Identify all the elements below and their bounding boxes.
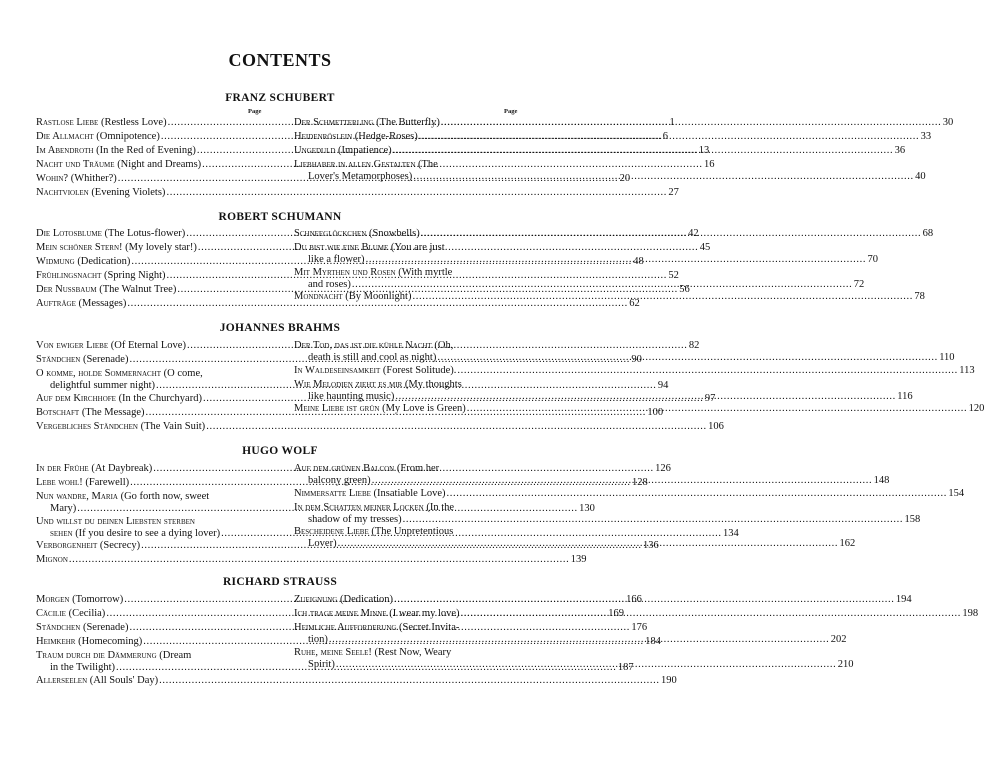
song-title-english: (The Walnut Tree) — [96, 284, 177, 295]
page-number: 134 — [722, 527, 739, 539]
song-title-english: (In the Red of Evening) — [93, 145, 196, 156]
song-title-german: Schneeglöckchen — [294, 228, 367, 239]
page-column-label: Page — [248, 108, 262, 115]
page-number: 16 — [704, 159, 715, 170]
page-number: 113 — [959, 364, 975, 376]
page-number: 110 — [939, 352, 955, 363]
page-number: 190 — [661, 674, 677, 686]
song-title-english: (Dedication) — [74, 256, 131, 267]
song-title-english: (Serenade) — [80, 354, 129, 365]
composer-heading: JOHANNES BRAHMS — [219, 322, 341, 334]
song-title-german: In der Frühe — [36, 463, 89, 474]
song-title-german: Auf dem Kirchhofe — [36, 392, 116, 404]
song-title-english: (Secrecy) — [97, 540, 141, 551]
song-title-german: Mondnacht — [294, 291, 343, 302]
song-title-german: Allerseelen — [36, 674, 88, 686]
song-title-german: Du bist wie eine Blume — [294, 242, 389, 253]
song-title-english: (Insatiable Love) — [370, 487, 446, 499]
song-title-english-cont: Spirit) — [308, 658, 335, 670]
song-title-english: (Secret Invita- — [396, 622, 460, 633]
page-number: 82 — [688, 340, 700, 351]
dot-leader — [394, 391, 894, 403]
song-title-german: Wie Melodien zieht es mir — [294, 378, 403, 390]
dot-leader — [365, 254, 865, 266]
song-title-german: Ungeduld — [294, 145, 336, 156]
song-title-english: (Go forth now, sweet — [117, 491, 210, 502]
page-number: 106 — [708, 420, 724, 432]
song-title-german: O komme, holde Sommernacht — [36, 368, 162, 379]
song-title-english-cont: in the Twilight) — [50, 662, 115, 673]
page-number: 176 — [631, 622, 648, 633]
page-number: 184 — [645, 636, 661, 647]
dot-leader — [420, 228, 920, 240]
dot-leader — [165, 187, 665, 199]
song-title-german: Widmung — [36, 256, 75, 267]
page-number: 56 — [679, 284, 690, 295]
song-title-german: Vergebliches Ständchen — [36, 420, 138, 432]
page-number: 33 — [920, 131, 932, 142]
song-title-english: (The Message) — [79, 406, 145, 418]
song-title-german: Rastlose Liebe — [36, 117, 99, 128]
song-title-english: (Dream — [156, 650, 192, 661]
song-title-german: Zueignung — [294, 594, 338, 605]
song-title-english: (Messages) — [75, 298, 127, 309]
page-number: 187 — [617, 662, 634, 673]
song-title-english: (Forest Solitude). — [380, 364, 457, 376]
toc-entry — [36, 554, 587, 568]
page-number: 6 — [662, 131, 668, 142]
song-title-english: (Homecoming) — [75, 636, 143, 647]
song-title-english-cont: shadow of my tresses) — [308, 513, 402, 525]
page-number: 78 — [914, 291, 925, 302]
composer-heading: RICHARD STRAUSS — [222, 576, 338, 588]
page-number: 97 — [704, 392, 716, 404]
song-title-english: (All Souls' Day) — [87, 674, 159, 686]
song-title-german: Die Lotosblume — [36, 228, 102, 239]
page-number: 45 — [699, 242, 711, 253]
toc-entry — [294, 364, 975, 379]
page-number: 30 — [942, 117, 954, 128]
song-title-german: Bescheidene Liebe — [294, 526, 369, 537]
page-number: 72 — [853, 278, 865, 290]
page-number: 136 — [642, 540, 659, 551]
song-title-english: (In the Churchyard) — [115, 392, 202, 404]
page-number: 116 — [897, 390, 913, 402]
page-number: 13 — [698, 145, 710, 156]
song-title-english: (Cecilia) — [65, 608, 106, 619]
song-title-german: Ständchen — [36, 354, 81, 365]
song-title-german: Cäcilie — [36, 608, 66, 619]
page-number: 154 — [948, 487, 965, 499]
song-title-english: (Tomorrow) — [69, 594, 124, 605]
page-title: CONTENTS — [228, 50, 332, 70]
song-title-german: In Waldeseinsamkeit — [294, 364, 381, 376]
page-number: 94 — [657, 380, 669, 391]
page-number: 202 — [830, 634, 847, 645]
song-title-english: (Impatience) — [335, 145, 392, 156]
page-number: 126 — [655, 463, 671, 474]
page-number: 210 — [837, 658, 854, 670]
page-number: 52 — [668, 270, 679, 281]
song-title-english: (I wear my love) — [386, 608, 460, 619]
song-title-german: Morgen — [36, 594, 70, 605]
song-title-german: Mignon — [36, 554, 68, 565]
page-number: 27 — [668, 187, 679, 198]
toc-entry — [36, 674, 677, 689]
dot-leader — [393, 594, 893, 606]
song-title-german: Nimmersatte Liebe — [294, 487, 371, 499]
page-number: 62 — [629, 298, 640, 309]
song-title-english-cont: Lover's Metamorphoses) — [308, 171, 413, 182]
dot-leader — [158, 675, 658, 687]
song-title-english: (Dedication) — [337, 594, 394, 605]
song-title-german: Nacht und Träume — [36, 159, 115, 170]
song-title-german: Heimkehr — [36, 636, 76, 647]
page-number: 20 — [619, 173, 631, 184]
song-title-english: (Night and Dreams) — [114, 159, 202, 170]
toc-entry — [36, 420, 724, 435]
page-number: 120 — [968, 403, 984, 414]
page-number: 68 — [922, 228, 934, 239]
song-title-german: Und willst du deinen Liebsten sterben — [36, 515, 195, 527]
song-title-english: (Evening Violets) — [88, 187, 166, 198]
song-title-german: Frühlingsnacht — [36, 270, 102, 281]
song-title-german: Im Abendroth — [36, 145, 94, 156]
page-number: 90 — [631, 354, 642, 365]
song-title-german: Ständchen — [36, 622, 81, 633]
song-title-english: (My lovely star!) — [122, 242, 197, 253]
song-title-english-cont: death is still and cool as night) — [308, 352, 437, 363]
song-title-english: (From her — [394, 463, 440, 474]
song-title-english: (Hedge-Roses) — [352, 131, 418, 142]
page-number: 1 — [669, 117, 675, 128]
page-column-label: Page — [504, 108, 518, 115]
dot-leader — [412, 171, 912, 183]
song-title-german: Aufträge — [36, 298, 76, 309]
song-title-english-cont: balcony green) — [308, 475, 371, 486]
dot-leader — [392, 145, 892, 157]
page-number: 166 — [626, 594, 642, 605]
page-number: 162 — [839, 538, 856, 549]
song-title-german: Verborgenheit — [36, 540, 98, 551]
dot-leader — [418, 131, 918, 143]
song-title-english: (Spring Night) — [101, 270, 166, 281]
song-title-german: Der Tod, das ist die kühle Nacht — [294, 340, 432, 351]
dot-leader — [328, 634, 828, 646]
page-number: 169 — [608, 608, 624, 619]
song-title-english-cont: like haunting music) — [308, 390, 395, 402]
dot-leader — [351, 279, 851, 291]
dot-leader — [446, 488, 946, 500]
dot-leader — [68, 554, 568, 566]
song-title-german: Liebhaber in allen Gestalten — [294, 159, 416, 170]
song-title-english: (My Love is Green) — [379, 403, 466, 414]
song-title-english: (Rest Now, Weary — [371, 646, 452, 658]
song-title-english: (Snowbells) — [366, 228, 420, 239]
song-title-english: (At Daybreak) — [88, 463, 153, 474]
song-title-english: (Farewell) — [82, 477, 130, 488]
song-title-english: (With myrtle — [395, 266, 453, 278]
song-title-english-cont: and roses) — [308, 278, 351, 290]
page-number: 130 — [579, 503, 595, 514]
song-title-german: Die Allmacht — [36, 131, 94, 142]
song-title-english: (Omnipotence) — [93, 131, 160, 142]
dot-leader — [456, 365, 956, 377]
composer-heading: ROBERT SCHUMANN — [218, 211, 342, 223]
page-number: 70 — [867, 254, 878, 265]
song-title-english: (Whither?) — [68, 173, 117, 184]
song-title-english: (Oh, — [431, 340, 454, 351]
page-number: 148 — [873, 475, 890, 486]
song-title-german-cont: sehen — [50, 527, 73, 539]
song-title-german: Mit Myrthen und Rosen — [294, 266, 396, 278]
song-title-german: Ruhe, meine Seele! — [294, 646, 372, 658]
song-title-english-cont: like a flower) — [308, 254, 365, 265]
song-title-english: (You are just — [388, 242, 445, 253]
song-title-english-cont: (If you desire to see a dying lover) — [72, 527, 221, 539]
dot-leader — [402, 514, 902, 526]
song-title-english: (Restless Love) — [98, 117, 167, 128]
song-title-german: Heimliche Aufforderung — [294, 622, 397, 633]
song-title-german: Botschaft — [36, 406, 80, 418]
song-title-english-cont: Lover) — [308, 538, 337, 549]
dot-leader — [205, 421, 705, 433]
song-title-english: (Of Eternal Love) — [108, 340, 186, 351]
song-title-german: Lebe wohl! — [36, 477, 83, 488]
page-number: 194 — [895, 594, 912, 605]
dot-leader — [436, 352, 936, 364]
song-title-german: Von ewiger Liebe — [36, 340, 109, 351]
song-title-english: (The Butterfly) — [373, 117, 440, 128]
song-title-german: Mein schöner Stern! — [36, 242, 123, 253]
toc-entry — [36, 298, 640, 312]
song-title-english: (The — [415, 159, 438, 170]
song-title-german: Nachtviolen — [36, 187, 89, 198]
page-number: 42 — [688, 228, 699, 239]
song-title-english-cont: Mary) — [50, 503, 77, 514]
song-title-english: (Serenade) — [80, 622, 129, 633]
page-number: 128 — [631, 477, 648, 488]
toc-entry — [294, 487, 965, 502]
song-title-german: Meine Liebe ist grün — [294, 403, 380, 414]
song-title-german: Ich trage meine Minne — [294, 608, 387, 619]
dot-leader — [466, 403, 966, 415]
composer-heading: FRANZ SCHUBERT — [225, 92, 335, 104]
song-title-german: Auf dem grünen Balcon — [294, 463, 395, 474]
composer-heading: HUGO WOLF — [242, 445, 318, 457]
song-title-english: (The Lotus-flower) — [101, 228, 186, 239]
toc-entry — [294, 131, 932, 145]
dot-leader — [440, 117, 940, 129]
dot-leader — [460, 608, 960, 620]
page-number: 158 — [904, 513, 921, 525]
song-title-english: (The Unpretentious — [368, 526, 454, 537]
song-title-english: (O come, — [161, 368, 203, 379]
page-number: 100 — [647, 406, 664, 418]
page-number: 139 — [570, 554, 587, 565]
song-title-german: Der Schmetterling — [294, 117, 374, 128]
page-number: 198 — [962, 608, 979, 619]
page-number: 40 — [915, 171, 926, 182]
song-title-english-cont: delightful summer night) — [50, 380, 155, 391]
song-title-english: (My thoughts — [402, 378, 462, 390]
dot-leader — [335, 659, 835, 671]
song-title-german: Wohin? — [36, 173, 69, 184]
page-number: 36 — [894, 145, 906, 156]
dot-leader — [337, 538, 837, 550]
song-title-english: (The Vain Suit) — [138, 420, 206, 432]
song-title-english: (In the — [423, 501, 455, 513]
toc-entry — [36, 187, 679, 201]
song-title-english-cont: tion) — [308, 634, 328, 645]
toc-entry — [294, 117, 954, 131]
song-title-german: Traum durch die Dämmerung — [36, 650, 157, 661]
song-title-german: Der Nussbaum — [36, 284, 97, 295]
song-title-german: Heidenröslein — [294, 131, 353, 142]
song-title-english: (By Moonlight) — [342, 291, 412, 302]
song-title-german: In dem Schatten meiner Locken — [294, 501, 424, 513]
page-number: 48 — [633, 256, 644, 267]
song-title-german: Nun wandre, Maria — [36, 491, 118, 502]
dot-leader — [411, 291, 911, 303]
dot-leader — [371, 475, 871, 487]
